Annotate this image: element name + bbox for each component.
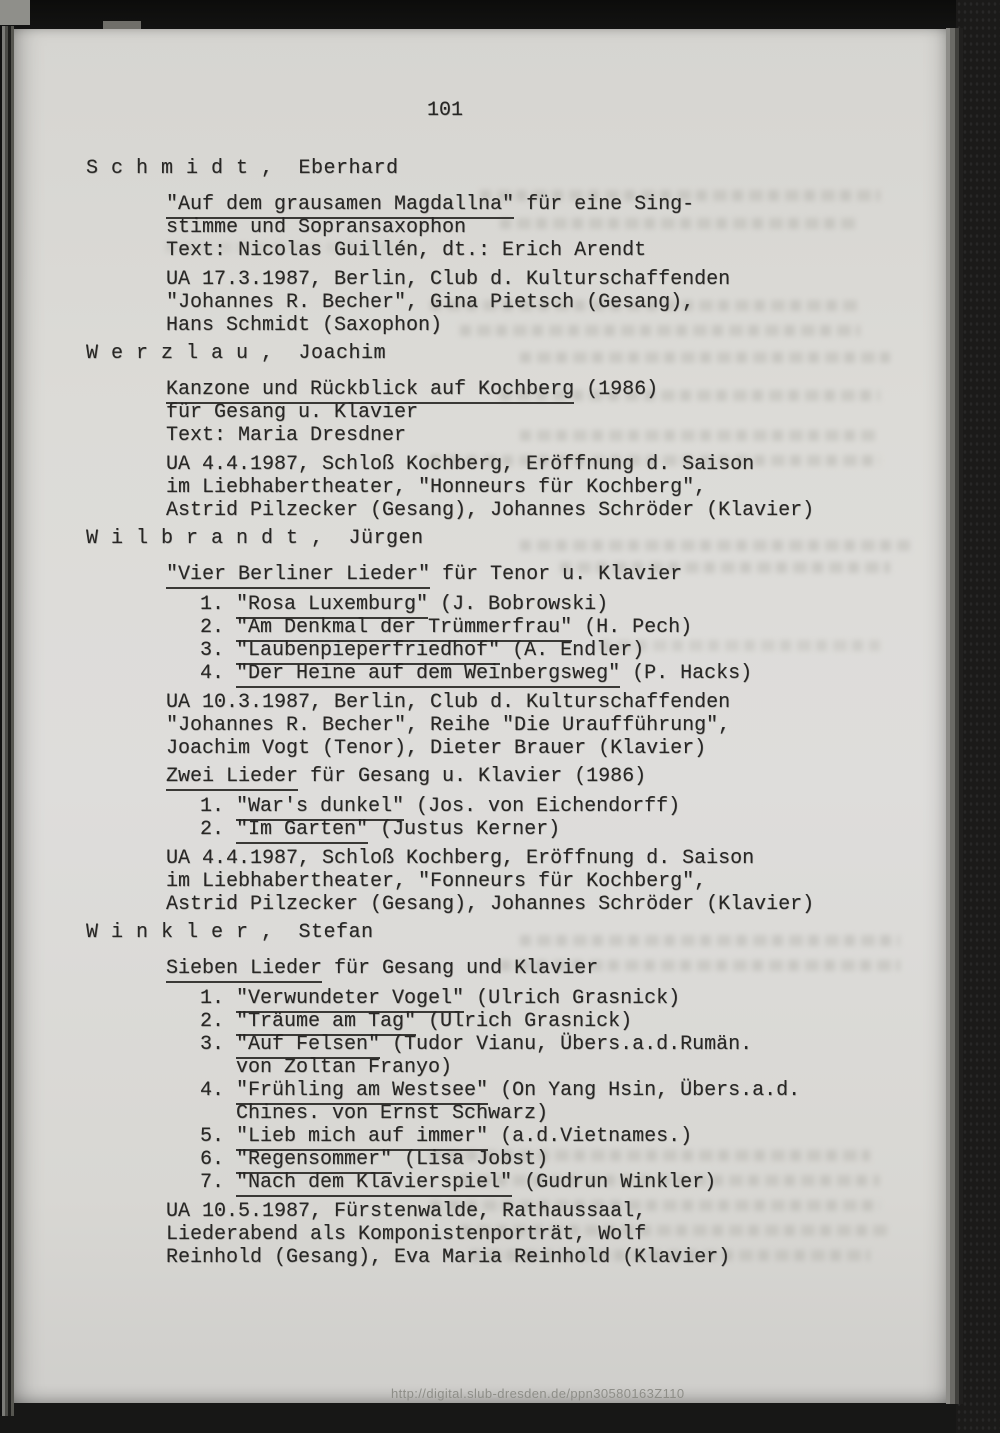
premiere-block [166,453,916,522]
work-block [166,378,916,522]
work-title-line [166,239,916,262]
book-gutter [0,26,14,1416]
work-title-underlined: "Regensommer" [236,1148,392,1174]
item-number: 3. [200,639,237,662]
work-block [166,193,916,337]
work-item [166,616,916,639]
premiere-block [166,1200,916,1269]
work-title-underlined: "Träume am Tag" [236,1010,416,1036]
work-title-underlined: Sieben Lieder [166,957,322,983]
work-title-underlined: "Der Heine auf dem Weinbergsweg" [236,662,620,688]
work-item [166,593,916,616]
work-title [166,193,916,262]
item-continuation-line: von Zoltan Franyo) [236,1056,453,1079]
work-title-line [166,765,916,788]
work-item [166,818,916,841]
work-title [166,378,916,447]
work-item [166,1148,916,1171]
work-title-line [166,216,916,239]
work-title-line [166,563,916,586]
work-title-line [166,378,916,401]
watermark-url: http://digital.slub-dresden.de/ppn30580163Z110 [391,1386,685,1401]
work-title [166,563,916,586]
work-title-line [166,193,916,216]
item-number: 2. [200,818,237,841]
entries-container [86,157,916,1269]
premiere-line: UA 4.4.1987, Schloß Kochberg, Eröffnung d. Saison [166,847,755,870]
text-segment: für Tenor u. Klavier [430,563,683,586]
premiere-line: Reinhold (Gesang), Eva Maria Reinhold (Klavier) [166,1246,731,1269]
item-number: 2. [200,616,237,639]
item-number: 3. [200,1033,237,1056]
text-segment: (J. Bobrowski) [428,593,609,616]
work-item [166,1010,916,1033]
composer-heading: S c h m i d t , Eberhard [86,157,399,180]
item-continuation-line: Chines. von Ernst Schwarz) [236,1102,549,1125]
work-title [166,957,916,980]
work-title-underlined: "Lieb mich auf immer" [236,1125,488,1151]
item-number: 2. [200,1010,237,1033]
text-segment: (1986) [574,378,659,401]
item-number: 7. [200,1171,237,1194]
work-item [166,795,916,818]
work-title-underlined: "Frühling am Westsee" [236,1079,488,1105]
text-segment: (Ulrich Grasnick) [464,987,681,1010]
text-segment: für Gesang u. Klavier (1986) [298,765,647,788]
text-segment: für Gesang u. Klavier [166,401,419,424]
premiere-line: UA 10.3.1987, Berlin, Club d. Kulturschaffenden [166,691,731,714]
text-segment: Text: Nicolas Guillén, dt.: Erich Arendt [166,239,647,262]
premiere-line: "Johannes R. Becher", Gina Pietsch (Gesang), [166,291,695,314]
scan-artifact-corner [0,0,30,25]
premiere-block [166,691,916,760]
book-page-edge [946,28,963,1404]
item-number: 4. [200,1079,237,1102]
text-segment: (H. Pech) [572,616,693,639]
item-number: 4. [200,662,237,685]
work-block [166,765,916,916]
text-segment: (On Yang Hsin, Übers.a.d. [488,1079,801,1102]
premiere-block [166,268,916,337]
premiere-line: UA 4.4.1987, Schloß Kochberg, Eröffnung d. Saison [166,453,755,476]
work-block [166,957,916,1269]
work-item-list [166,795,916,841]
text-segment: stimme und Sopransaxophon [166,216,467,239]
item-number: 1. [200,593,237,616]
text-segment: (Jos. von Eichendorff) [404,795,681,818]
composer-heading: W e r z l a u , Joachim [86,342,387,365]
composer-entry [86,342,916,522]
premiere-line: Astrid Pilzecker (Gesang), Johannes Schröder (Klavier) [166,893,815,916]
work-item [166,662,916,685]
work-title-underlined: "Auf Felsen" [236,1033,380,1059]
page-number: 101 [427,99,464,122]
item-number: 1. [200,795,237,818]
work-title-underlined: "War's dunkel" [236,795,404,821]
premiere-line: "Johannes R. Becher", Reihe "Die Uraufführung", [166,714,731,737]
premiere-line: Hans Schmidt (Saxophon) [166,314,443,337]
work-title-underlined: "Am Denkmal der Trümmerfrau" [236,616,572,642]
work-block [166,563,916,760]
work-title-underlined: "Im Garten" [236,818,368,844]
work-item [166,1171,916,1194]
composer-entry [86,157,916,337]
composer-heading: W i n k l e r , Stefan [86,921,374,944]
composer-heading: W i l b r a n d t , Jürgen [86,527,424,550]
item-number: 1. [200,987,237,1010]
work-title-underlined: "Verwundeter Vogel" [236,987,464,1013]
text-segment: (P. Hacks) [620,662,753,685]
work-item [166,639,916,662]
composer-entry [86,921,916,1269]
work-title-line [166,401,916,424]
premiere-line: im Liebhabertheater, "Honneurs für Kochberg", [166,476,707,499]
work-item-list [166,987,916,1194]
work-title-underlined: "Laubenpieperfriedhof" [236,639,500,665]
premiere-line: im Liebhabertheater, "Fonneurs für Kochberg", [166,870,707,893]
work-item [166,1033,916,1056]
item-number: 6. [200,1148,237,1171]
work-title-line [166,424,916,447]
text-segment: (Justus Kerner) [368,818,561,841]
work-title-underlined: "Auf dem grausamen Magdallna" [166,193,514,219]
document-page [14,29,946,1403]
text-segment: Text: Maria Dresdner [166,424,407,447]
text-segment: (Ulrich Grasnick) [416,1010,633,1033]
text-segment: (A. Endler) [500,639,645,662]
premiere-block [166,847,916,916]
text-segment: für eine Sing- [514,193,695,216]
premiere-line: Joachim Vogt (Tenor), Dieter Brauer (Klavier) [166,737,707,760]
premiere-line: UA 10.5.1987, Fürstenwalde, Rathaussaal, [166,1200,647,1223]
premiere-line: Astrid Pilzecker (Gesang), Johannes Schröder (Klavier) [166,499,815,522]
composer-entry [86,527,916,916]
premiere-line: Liederabend als Komponistenporträt, Wolf [166,1223,647,1246]
text-segment: (Lisa Jobst) [392,1148,549,1171]
work-item [166,1079,916,1102]
work-title-underlined: Zwei Lieder [166,765,298,791]
work-title-underlined: "Rosa Luxemburg" [236,593,428,619]
work-title [166,765,916,788]
text-segment: (Tudor Vianu, Übers.a.d.Rumän. [380,1033,753,1056]
work-item [166,987,916,1010]
item-number: 5. [200,1125,237,1148]
work-title-underlined: "Nach dem Klavierspiel" [236,1171,512,1197]
work-title-underlined: "Vier Berliner Lieder" [166,563,430,589]
premiere-line: UA 17.3.1987, Berlin, Club d. Kulturschaffenden [166,268,731,291]
work-item [166,1125,916,1148]
work-title-underlined: Kanzone und Rückblick auf Kochberg [166,378,574,404]
text-segment: für Gesang und Klavier [322,957,599,980]
text-segment: (a.d.Vietnames.) [488,1125,693,1148]
work-title-line [166,957,916,980]
page-content [86,99,916,1274]
text-segment: (Gudrun Winkler) [512,1171,717,1194]
work-item-list [166,593,916,685]
